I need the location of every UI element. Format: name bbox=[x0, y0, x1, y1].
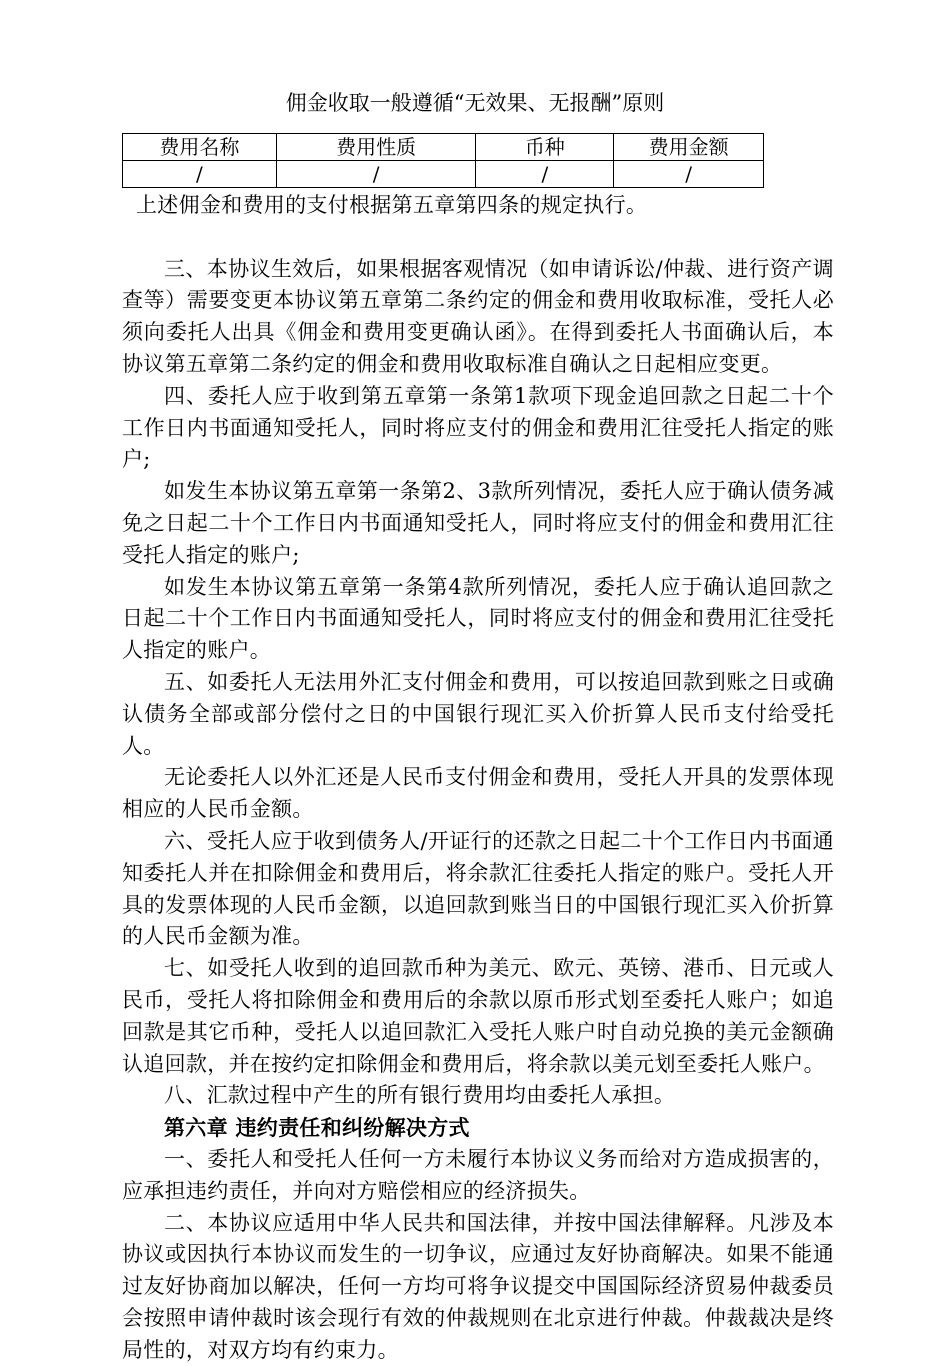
chapter-6-clause-1: 一、委托人和受托人任何一方未履行本协议义务而给对方造成损害的，应承担违约责任，并向对方赔偿相应的经济损失。 bbox=[122, 1144, 834, 1208]
chapter-6-title: 第六章 违约责任和纠纷解决方式 bbox=[122, 1112, 834, 1144]
fee-nature-cell: / bbox=[276, 161, 476, 188]
clause-8: 八、汇款过程中产生的所有银行费用均由委托人承担。 bbox=[122, 1080, 834, 1112]
fee-name-cell: / bbox=[123, 161, 277, 188]
commission-principle-heading: 佣金收取一般遵循“无效果、无报酬”原则 bbox=[0, 88, 950, 118]
fee-table bbox=[122, 133, 764, 188]
table-row bbox=[123, 161, 764, 188]
clause-5-invoice: 无论委托人以外汇还是人民币支付佣金和费用，受托人开具的发票体现相应的人民币金额。 bbox=[122, 762, 834, 826]
clause-4: 四、委托人应于收到第五章第一条第1款项下现金追回款之日起二十个工作日内书面通知受托人，同时将应支付的佣金和费用汇往受托人指定的账户; bbox=[122, 381, 834, 476]
clause-4-case-4: 如发生本协议第五章第一条第4款所列情况，委托人应于确认追回款之日起二十个工作日内书面通知受托人，同时将应支付的佣金和费用汇往受托人指定的账户。 bbox=[122, 572, 834, 667]
clause-5: 五、如委托人无法用外汇支付佣金和费用，可以按追回款到账之日或确认债务全部或部分偿付之日的中国银行现汇买入价折算人民币支付给受托人。 bbox=[122, 667, 834, 762]
fee-name-header: 费用名称 bbox=[123, 134, 277, 161]
blank-line bbox=[122, 222, 834, 254]
chapter-6-clause-2: 二、本协议应适用中华人民共和国法律，并按中国法律解释。凡涉及本协议或因执行本协议而发生的一切争议，应通过友好协商解决。如果不能通过友好协商加以解决，任何一方均可将争议提交中国国际经济贸易仲裁委员会按照申请仲裁时该会现行有效的仲裁规则在北京进行仲裁。仲裁裁决是终局性的，对双方均有约束力。 bbox=[122, 1208, 834, 1366]
payment-note: 上述佣金和费用的支付根据第五章第四条的规定执行。 bbox=[122, 190, 834, 222]
currency-header: 币种 bbox=[476, 134, 614, 161]
agreement-body bbox=[122, 190, 834, 1366]
fee-amount-header: 费用金额 bbox=[614, 134, 764, 161]
fee-nature-header: 费用性质 bbox=[276, 134, 476, 161]
currency-cell: / bbox=[476, 161, 614, 188]
clause-6: 六、受托人应于收到债务人/开证行的还款之日起二十个工作日内书面通知委托人并在扣除佣金和费用后，将余款汇往委托人指定的账户。受托人开具的发票体现的人民币金额，以追回款到账当日的中国银行现汇买入价折算的人民币金额为准。 bbox=[122, 826, 834, 953]
clause-7: 七、如受托人收到的追回款币种为美元、欧元、英镑、港币、日元或人民币，受托人将扣除佣金和费用后的余款以原币形式划至委托人账户；如追回款是其它币种，受托人以追回款汇入受托人账户时自动兑换的美元金额确认追回款，并在按约定扣除佣金和费用后，将余款以美元划至委托人账户。 bbox=[122, 953, 834, 1080]
clause-4-case-2-3: 如发生本协议第五章第一条第2、3款所列情况，委托人应于确认债务减免之日起二十个工作日内书面通知受托人，同时将应支付的佣金和费用汇往受托人指定的账户; bbox=[122, 476, 834, 571]
clause-3: 三、本协议生效后，如果根据客观情况（如申请诉讼/仲裁、进行资产调查等）需要变更本协议第五章第二条约定的佣金和费用收取标准，受托人必须向委托人出具《佣金和费用变更确认函》。在得到委托人书面确认后，本协议第五章第二条约定的佣金和费用收取标准自确认之日起相应变更。 bbox=[122, 254, 834, 381]
fee-table-header-row bbox=[123, 134, 764, 161]
fee-amount-cell: / bbox=[614, 161, 764, 188]
